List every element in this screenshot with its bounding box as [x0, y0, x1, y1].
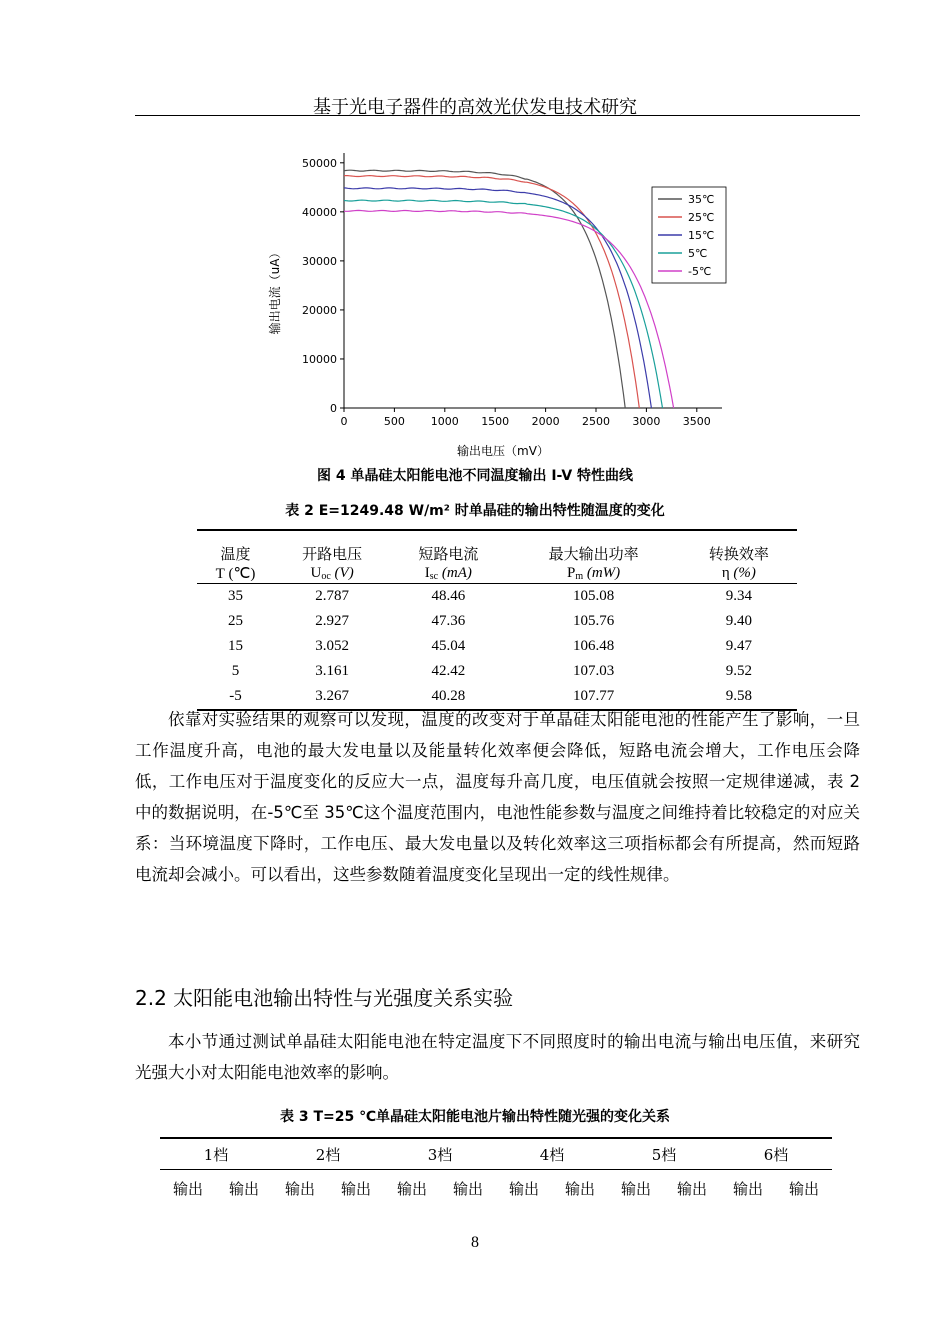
table2-row [197, 584, 797, 610]
series-line [344, 210, 674, 408]
table2-cell: 15 [228, 638, 243, 654]
series-line [344, 200, 663, 408]
x-tick-label: 1000 [430, 415, 459, 428]
table2-header-names [197, 530, 797, 564]
y-tick-label: 0 [330, 402, 337, 415]
table2-cell: 107.03 [572, 663, 615, 679]
y-axis-label: 输出电流（uA） [268, 246, 282, 335]
table3-caption: 表 3 T=25 ℃单晶硅太阳能电池片输出特性随光强的变化关系 [279, 1109, 671, 1125]
table2-cell: 9.58 [681, 684, 797, 710]
table2-header-symbol: η (%) [681, 564, 797, 584]
figure4-caption: 图 4 单晶硅太阳能电池不同温度输出 I-V 特性曲线 [316, 468, 634, 484]
legend-label: 5℃ [688, 247, 708, 260]
table2-cell: 107.77 [506, 684, 680, 710]
legend-label: 35℃ [688, 193, 715, 206]
x-tick-label: 3000 [632, 415, 661, 428]
table3-group: 4档 [496, 1138, 608, 1170]
x-tick-label: 0 [340, 415, 348, 428]
x-tick-label: 1500 [481, 415, 510, 428]
legend-label: 15℃ [688, 229, 715, 242]
table3-subheader-cell: 输出 [732, 1179, 763, 1198]
table2-header-symbol: $I_{sc}$ (mA) [390, 564, 506, 584]
body-paragraph-1: 依靠对实验结果的观察可以发现，温度的改变对于单晶硅太阳能电池的性能产生了影响，一旦工作温度升高，电池的最大发电量以及能量转化效率便会降低，短路电流会增大，工作电压会降低，工作电压对于温度变化的反应大一点，温度每升高几度，电压值就会按照一定规律递减，表 2 中的数据说明，在-5℃至 35℃这个温度范围内，电池性能参数与温度之间维持着比较稳定的对应关系：当环境温度下降时，工作电压、最大发电量以及转化效率这三项指标都会有所提高，然而短路电流却会减小。可以看出，这些参数随着温度变化呈现出一定的线性规律。 [135, 710, 860, 884]
table2-cell: 105.08 [572, 588, 615, 604]
table2-cell: 9.47 [725, 638, 752, 654]
table3-subheader-cell: 输出 [172, 1179, 203, 1198]
table2-header-name: 开路电压 [274, 530, 390, 564]
body-paragraph-2: 本小节通过测试单晶硅太阳能电池在特定温度下不同照度时的输出电流与输出电压值，来研究光强大小对太阳能电池效率的影响。 [135, 1032, 860, 1082]
table2-cell: 3.161 [315, 663, 349, 679]
y-tick-label: 50000 [302, 156, 337, 170]
table2 [197, 529, 797, 711]
table2-header-name: 最大输出功率 [506, 530, 680, 564]
table2-cell: 25 [228, 613, 243, 629]
table2-cell: 2.787 [315, 588, 349, 604]
table2-cell: 48.46 [431, 588, 466, 604]
table2-header-symbol: $U_{oc}$ (V) [274, 564, 390, 584]
y-tick-label: 20000 [302, 303, 337, 317]
series-line [344, 170, 625, 408]
table2-cell: 3.267 [274, 684, 390, 710]
legend-label: -5℃ [688, 265, 712, 278]
table2-header-symbol: $P_m$ (mW) [506, 564, 680, 584]
table2-cell: 35 [228, 588, 243, 604]
table2-header-name: 转换效率 [681, 530, 797, 564]
table3-subheader-cell: 输出 [508, 1179, 539, 1198]
table2-row [197, 609, 797, 634]
header-rule [135, 115, 860, 116]
table3-group: 6档 [720, 1138, 832, 1170]
table2-cell: 47.36 [431, 613, 466, 629]
iv-chart [255, 150, 735, 460]
table3-subheader-cell: 输出 [452, 1179, 483, 1198]
table3-subheader-cell: 输出 [788, 1179, 819, 1198]
x-tick-label: 3500 [682, 415, 711, 428]
table3-group: 3档 [384, 1138, 496, 1170]
table2-cell: 9.34 [725, 588, 752, 604]
table3-subheader-cell: 输出 [396, 1179, 427, 1198]
table3-group: 5档 [608, 1138, 720, 1170]
table2-cell: 106.48 [572, 638, 615, 654]
table3-subheader-cell: 输出 [676, 1179, 707, 1198]
table3-subheader-cell: 输出 [284, 1179, 315, 1198]
table2-cell: -5 [197, 684, 274, 710]
table3-group-header [160, 1138, 832, 1170]
table2-header-name: 短路电流 [390, 530, 506, 564]
table2-cell: 45.04 [431, 638, 466, 654]
legend-label: 25℃ [688, 211, 715, 224]
table2-row [197, 634, 797, 659]
table2-header-symbols [197, 564, 797, 584]
table2-caption: 表 2 E=1249.48 W/m² 时单晶硅的输出特性随温度的变化 [285, 503, 665, 519]
table2-cell: 3.052 [315, 638, 349, 654]
table3-group: 1档 [160, 1138, 272, 1170]
y-tick-label: 30000 [302, 254, 337, 268]
page-header-title: 基于光电子器件的高效光伏发电技术研究 [313, 97, 637, 118]
x-tick-label: 500 [383, 415, 405, 428]
table3-subheader-cell: 输出 [564, 1179, 595, 1198]
table3 [160, 1137, 832, 1206]
x-tick-label: 2500 [582, 415, 610, 428]
page-number: 8 [471, 1234, 479, 1251]
table2-cell: 2.927 [315, 613, 349, 629]
table3-subheader-cell: 输出 [228, 1179, 259, 1198]
table3-subheader-cell: 输出 [340, 1179, 371, 1198]
table2-cell: 9.40 [725, 613, 752, 629]
table2-header-symbol: T (℃) [197, 564, 274, 584]
series-line [344, 188, 651, 408]
x-axis-label: 输出电压（mV） [457, 444, 549, 458]
y-tick-label: 10000 [302, 352, 337, 366]
table3-subheader [160, 1170, 832, 1207]
table2-cell: 42.42 [431, 663, 466, 679]
table2-row [197, 659, 797, 684]
table2-cell: 105.76 [572, 613, 615, 629]
table2-cell: 5 [231, 663, 240, 679]
table3-group: 2档 [272, 1138, 384, 1170]
x-tick-label: 2000 [531, 415, 560, 428]
table2-cell: 9.52 [725, 663, 752, 679]
section-heading: 2.2 太阳能电池输出特性与光强度关系实验 [135, 986, 514, 1010]
table3-subheader-cell: 输出 [620, 1179, 651, 1198]
y-tick-label: 40000 [302, 205, 337, 219]
table2-header-name: 温度 [197, 530, 274, 564]
table2-cell: 40.28 [390, 684, 506, 710]
